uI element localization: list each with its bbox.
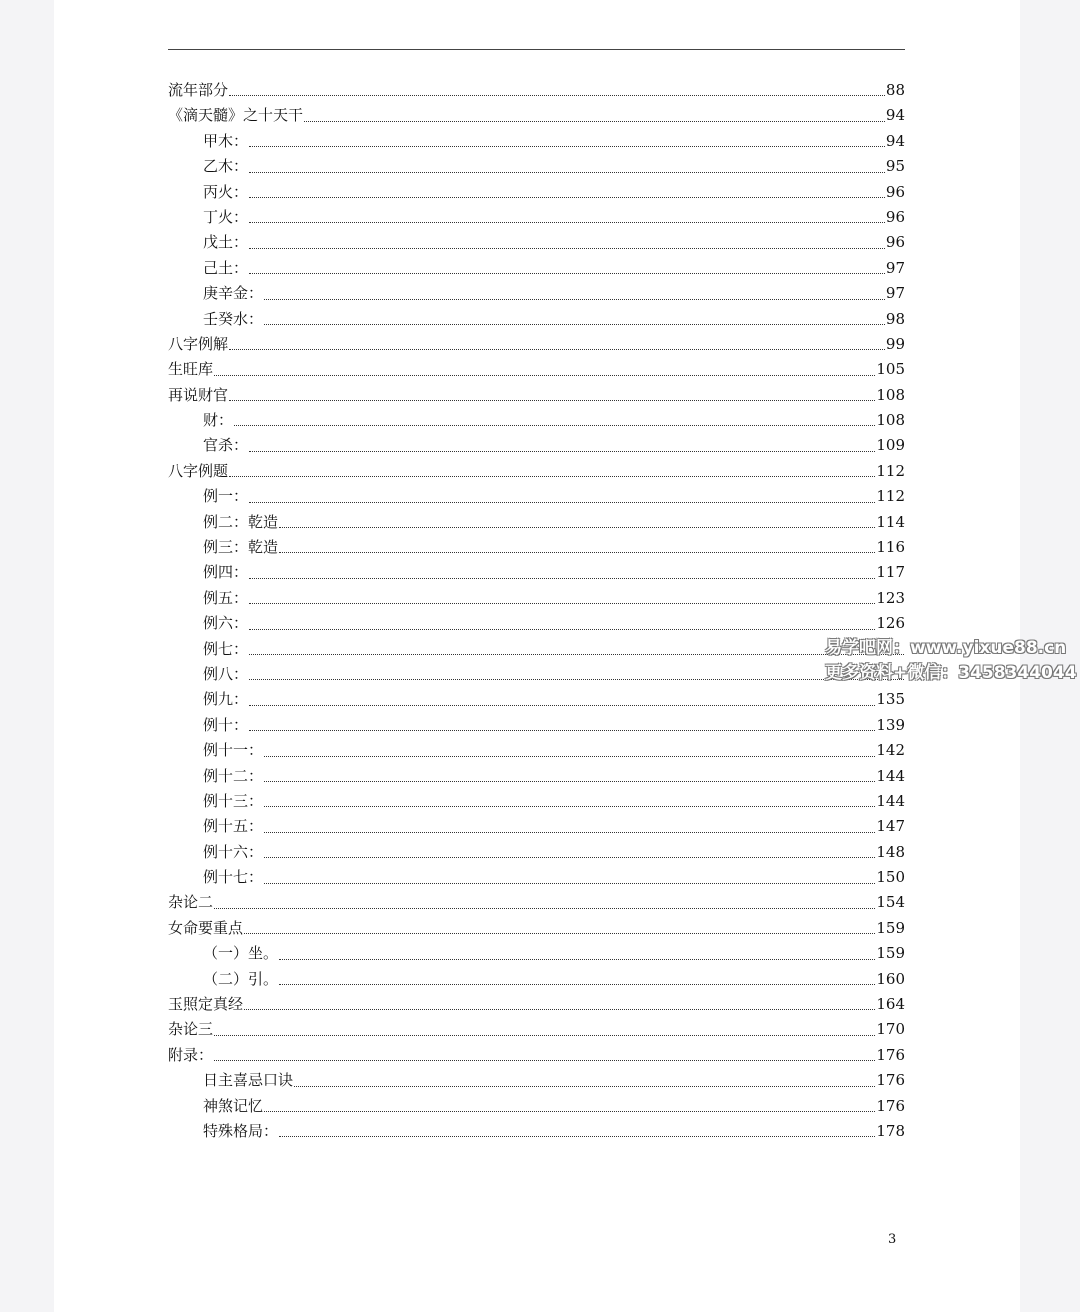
toc-entry-title: 乙木： (203, 157, 249, 176)
toc-entry (168, 433, 905, 458)
toc-leader-dots (249, 628, 875, 630)
toc-leader-dots (244, 1008, 875, 1010)
toc-entry-title: （一）坐。 (203, 944, 279, 963)
toc-leader-dots (304, 120, 885, 122)
toc-leader-dots (279, 983, 875, 985)
toc-entry-page: 112 (876, 461, 905, 480)
toc-entry-title: 例四： (203, 563, 249, 582)
toc-entry-title: 丙火： (203, 182, 249, 201)
page-number: 3 (888, 1232, 897, 1247)
watermark-line-1: 易学吧网：www.yixue88.cn (825, 638, 1067, 658)
toc-leader-dots (214, 1034, 875, 1036)
toc-entry-title: 八字例解 (168, 334, 229, 353)
toc-entry (168, 586, 905, 611)
toc-entry (168, 535, 905, 560)
toc-entry-title: 例七： (203, 639, 249, 658)
toc-entry-title: 女命要重点 (168, 918, 244, 937)
toc-entry-title: 流年部分 (168, 80, 229, 99)
toc-entry (168, 459, 905, 484)
toc-leader-dots (264, 805, 875, 807)
toc-leader-dots (264, 780, 875, 782)
toc-entry-page: 135 (876, 690, 905, 709)
toc-entry (168, 510, 905, 535)
toc-entry-title: 日主喜忌口诀 (203, 1071, 294, 1090)
toc-entry-page: 159 (876, 918, 905, 937)
toc-entry-title: 玉照定真经 (168, 995, 244, 1014)
toc-entry (168, 738, 905, 763)
toc-leader-dots (264, 755, 875, 757)
toc-entry-page: 109 (876, 436, 905, 455)
toc-entry-page: 176 (876, 1071, 905, 1090)
toc-entry-title: 丁火： (203, 207, 249, 226)
toc-entry-page: 94 (885, 106, 905, 125)
toc-leader-dots (264, 1110, 875, 1112)
toc-entry-page: 96 (885, 233, 905, 252)
toc-entry-title: 《滴天髓》之十天干 (168, 106, 304, 125)
toc-entry (168, 713, 905, 738)
toc-entry-page: 139 (876, 715, 905, 734)
toc-entry-title: 例八： (203, 664, 249, 683)
toc-leader-dots (249, 501, 875, 503)
toc-entry-title: 官杀： (203, 436, 249, 455)
toc-entry-page: 97 (885, 284, 905, 303)
toc-leader-dots (249, 729, 875, 731)
toc-entry (168, 764, 905, 789)
toc-entry-page: 150 (876, 868, 905, 887)
toc-entry-page: 98 (885, 309, 905, 328)
toc-entry-title: （二）引。 (203, 969, 279, 988)
toc-entry-page: 97 (885, 258, 905, 277)
toc-entry-page: 123 (876, 588, 905, 607)
toc-entry (168, 1119, 905, 1144)
toc-entry-page: 96 (885, 207, 905, 226)
toc-leader-dots (229, 475, 875, 477)
toc-entry (168, 180, 905, 205)
toc-leader-dots (294, 1085, 875, 1087)
toc-entry-page: 160 (876, 969, 905, 988)
header-rule (168, 49, 905, 50)
toc-leader-dots (264, 298, 885, 300)
toc-entry (168, 789, 905, 814)
toc-entry-title: 例十： (203, 715, 249, 734)
toc-entry-page: 176 (876, 1096, 905, 1115)
toc-leader-dots (249, 450, 875, 452)
toc-entry (168, 256, 905, 281)
toc-entry-title: 杂论二 (168, 893, 214, 912)
toc-entry (168, 840, 905, 865)
toc-leader-dots (249, 145, 885, 147)
toc-entry-page: 94 (885, 131, 905, 150)
toc-entry-page: 147 (876, 817, 905, 836)
toc-leader-dots (249, 272, 885, 274)
toc-entry-title: 财： (203, 411, 234, 430)
toc-leader-dots (279, 1135, 875, 1137)
toc-entry-page: 117 (876, 563, 905, 582)
toc-entry-page: 88 (885, 80, 905, 99)
toc-entry (168, 408, 905, 433)
toc-entry-title: 再说财官 (168, 385, 229, 404)
toc-entry-page: 176 (876, 1045, 905, 1064)
toc-leader-dots (229, 94, 885, 96)
toc-entry (168, 154, 905, 179)
toc-leader-dots (214, 1059, 875, 1061)
toc-entry-title: 甲木： (203, 131, 249, 150)
toc-entry (168, 1017, 905, 1042)
toc-entry-page: 108 (876, 411, 905, 430)
toc-leader-dots (279, 526, 875, 528)
toc-entry-title: 例十七： (203, 868, 264, 887)
toc-entry (168, 992, 905, 1017)
toc-entry-title: 例十五： (203, 817, 264, 836)
toc-leader-dots (279, 551, 875, 553)
toc-entry-page: 116 (876, 538, 905, 557)
toc-entry-title: 八字例题 (168, 461, 229, 480)
toc-leader-dots (249, 577, 875, 579)
toc-entry (168, 230, 905, 255)
toc-entry (168, 687, 905, 712)
toc-leader-dots (249, 602, 875, 604)
toc-leader-dots (214, 907, 875, 909)
toc-entry (168, 332, 905, 357)
toc-entry (168, 484, 905, 509)
toc-leader-dots (234, 424, 875, 426)
toc-leader-dots (264, 856, 875, 858)
toc-entry (168, 814, 905, 839)
toc-entry (168, 560, 905, 585)
toc-entry (168, 916, 905, 941)
toc-leader-dots (264, 831, 875, 833)
toc-entry-page: 95 (885, 157, 905, 176)
toc-entry (168, 637, 905, 662)
toc-entry-page: 144 (876, 791, 905, 810)
toc-entry-page: 99 (885, 334, 905, 353)
toc-leader-dots (279, 958, 875, 960)
toc-entry-page: 159 (876, 944, 905, 963)
watermark-line-2: 更多资料+微信：3458344044 (825, 663, 1077, 683)
toc-entry (168, 1094, 905, 1119)
toc-entry-title: 戊土： (203, 233, 249, 252)
toc-entry (168, 662, 905, 687)
toc-leader-dots (214, 374, 875, 376)
toc-entry (168, 611, 905, 636)
toc-entry-title: 己土： (203, 258, 249, 277)
toc-entry-title: 例二：乾造 (203, 512, 279, 531)
table-of-contents (168, 78, 905, 1144)
toc-entry (168, 1068, 905, 1093)
toc-entry-page: 164 (876, 995, 905, 1014)
toc-entry (168, 357, 905, 382)
toc-entry-title: 例十二： (203, 766, 264, 785)
toc-entry-title: 例十三： (203, 791, 264, 810)
toc-entry (168, 205, 905, 230)
toc-entry-title: 例三：乾造 (203, 538, 279, 557)
toc-leader-dots (229, 348, 885, 350)
toc-entry (168, 78, 905, 103)
toc-leader-dots (249, 171, 885, 173)
toc-entry (168, 281, 905, 306)
toc-entry-title: 生旺库 (168, 360, 214, 379)
toc-entry (168, 941, 905, 966)
toc-entry-page: 154 (876, 893, 905, 912)
toc-entry-page: 108 (876, 385, 905, 404)
toc-entry-title: 例十一： (203, 741, 264, 760)
toc-entry-title: 例十六： (203, 842, 264, 861)
toc-entry-title: 例六： (203, 614, 249, 633)
toc-entry-page: 170 (876, 1020, 905, 1039)
toc-leader-dots (244, 932, 875, 934)
toc-entry-page: 142 (876, 741, 905, 760)
toc-leader-dots (264, 882, 875, 884)
toc-entry (168, 865, 905, 890)
toc-leader-dots (264, 323, 885, 325)
toc-entry (168, 103, 905, 128)
toc-entry-title: 附录： (168, 1045, 214, 1064)
toc-entry-page: 178 (876, 1122, 905, 1140)
toc-leader-dots (229, 399, 875, 401)
toc-entry (168, 307, 905, 332)
toc-entry-title: 特殊格局： (203, 1122, 279, 1140)
toc-leader-dots (249, 196, 885, 198)
toc-entry (168, 891, 905, 916)
toc-entry-page: 148 (876, 842, 905, 861)
toc-entry-title: 例九： (203, 690, 249, 709)
toc-entry-title: 壬癸水： (203, 309, 264, 328)
toc-entry (168, 129, 905, 154)
toc-leader-dots (249, 247, 885, 249)
toc-leader-dots (249, 678, 904, 680)
toc-leader-dots (249, 221, 885, 223)
toc-entry-page: 96 (885, 182, 905, 201)
toc-leader-dots (249, 653, 904, 655)
toc-entry-title: 庚辛金： (203, 284, 264, 303)
toc-entry (168, 383, 905, 408)
toc-entry-title: 杂论三 (168, 1020, 214, 1039)
toc-leader-dots (249, 704, 875, 706)
toc-entry-page: 144 (876, 766, 905, 785)
toc-entry-page: 114 (876, 512, 905, 531)
toc-entry-page: 126 (876, 614, 905, 633)
toc-entry (168, 1043, 905, 1068)
toc-entry-page: 105 (876, 360, 905, 379)
toc-entry-title: 例五： (203, 588, 249, 607)
toc-entry-page: 112 (876, 487, 905, 506)
toc-entry (168, 967, 905, 992)
toc-entry-title: 神煞记忆 (203, 1096, 264, 1115)
toc-entry-title: 例一： (203, 487, 249, 506)
